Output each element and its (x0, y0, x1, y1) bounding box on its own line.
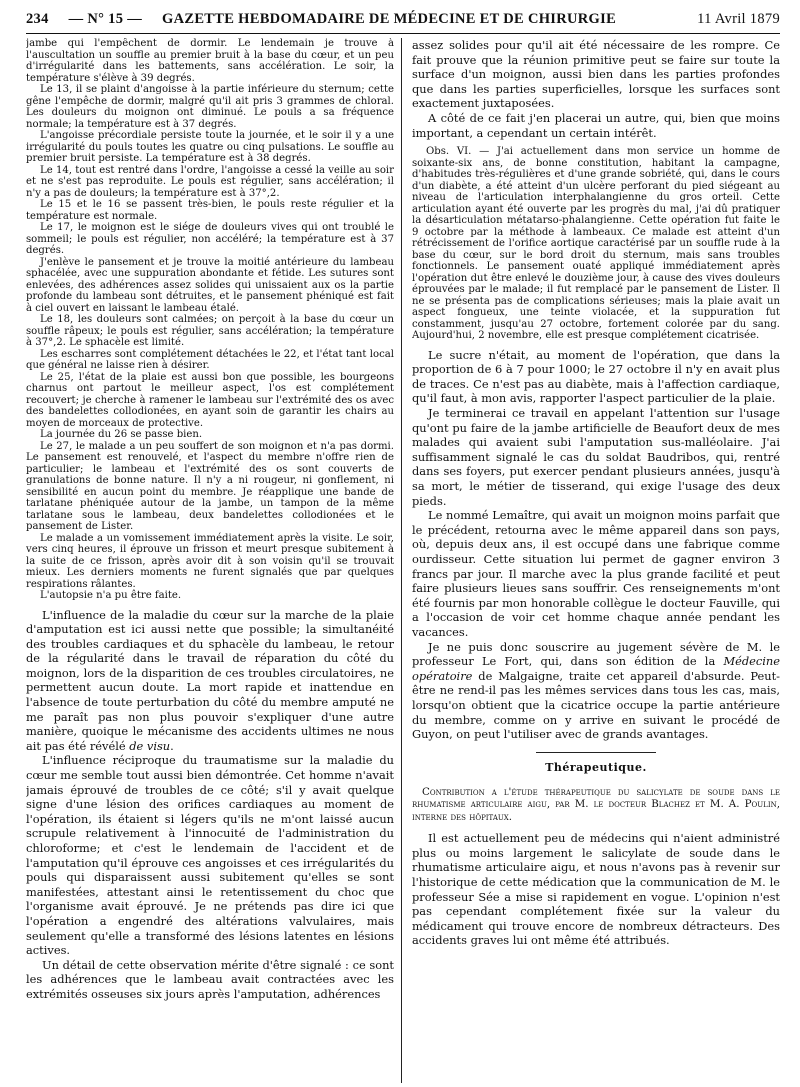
left-column (26, 38, 394, 1083)
journal-title: GAZETTE HEBDOMADAIRE DE MÉDECINE ET DE CHIRURGIE (162, 10, 617, 27)
right-column (412, 38, 780, 1083)
paragraph-text: Je ne puis donc souscrire au jugement sévère de M. le professeur Le Fort, qui, dans son édition de la (412, 639, 780, 669)
header-left (26, 11, 616, 28)
observation-paragraph: Obs. VI. — J'ai actuellement dans mon service un homme de soixante-six ans, de bonne constitution, habitant la campagne, d'habitudes très-régulières et d'une grande sobriété, qui, dans le cours d'un diabète, a été atteint d'un ulcère perforant du pied siégeant au niveau de l'articulation interphalangienne du gros orteil. Cette articulation ayant été ouverte par les progrès du mal, j'ai dû pratiquer la désarticulation métatarso-phalangienne. Cette opération fut faite le 9 octobre par la méthode à lambeaux. Ce malade est atteint d'un rétrécissement de l'orifice aortique caractérisé par un souffle rude à la base du cœur, sur le bord droit du sternum, mais sans troubles fonctionnels. Le pansement ouaté appliqué immédiatement après l'opération dut être enlevé le douzième jour, à cause des vives douleurs éprouvées par le malade; il fut remplacé par le pansement de Lister. Il ne se présenta pas de complications sérieuses; mais la plaie avait un aspect fongueux, une teinte violacée, et la suppuration fut constamment, jusqu'au 27 octobre, fortement colorée par du sang. Aujourd'hui, 2 novembre, elle est presque complétement cicatrisée. (412, 146, 780, 342)
paragraph: La journée du 26 se passe bien. (40, 429, 203, 440)
paragraph: J'enlève le pansement et je trouve la moitié antérieure du lambeau sphacélée, avec une suppuration abondante et fétide. Les sutures sont enlevées, des adhérences assez solides qui unissaient aux os la partie profonde du lambeau sont détruites, et le pansement phéniqué est fait à ciel ouvert en laissant le lambeau étalé. (26, 256, 394, 314)
emphasis: de visu (129, 738, 171, 753)
paragraph: Le 13, il se plaint d'angoisse à la partie inférieure du sternum; cette gêne l'empêche de dormir, malgré qu'il ait pris 3 grammes de chloral. Les douleurs du moignon ont diminué. Le pouls a sa fréquence normale; la température est à 37 degrés. (26, 84, 394, 130)
paragraph: jambe qui l'empêchent de dormir. Le lendemain je trouve à l'auscultation un souffle au premier bruit à la base du cœur, et un peu d'irrégularité dans les battements, sans accélération. Le soir, la température s'élève à 39 degrés. (26, 38, 394, 84)
paragraph: Le 18, les douleurs sont calmées; on perçoit à la base du cœur un souffle râpeux; le pouls est régulier, sans accélération; la température à 37°,2. Le sphacèle est limité. (26, 314, 394, 348)
paragraph (412, 640, 780, 742)
article-title: Contribution a l'étude thérapeutique du salicylate de soude dans le rhumatisme articulaire aigu, par M. le docteur Blachez et M. A. Poulin, interne des hôpitaux. (412, 785, 780, 823)
paragraph-text: L'influence de la maladie du cœur sur la marche de la plaie d'amputation est ici aussi nette que possible; la simultanéité des troubles cardiaques et du sphacèle du lambeau, le retour de la régularité dans le travail de réparation du côté du moignon, lors de la disparition de ces troubles circulatoires, ne permettent aucun doute. La mort rapide et inattendue en l'absence de toute perturbation du côté du membre amputé ne me paraît pas non plus pouvoir s'expliquer d'une autre manière, quoique le mécanisme des accidents ultimes ne nous ait pas été révélé (26, 607, 394, 753)
emphasis: Médecine opératoire (412, 654, 780, 683)
paragraph: L'influence réciproque du traumatisme sur la maladie du cœur me semble tout aussi bien démontrée. Cet homme n'avait jamais éprouvé de troubles de ce côté; s'il y avait quelque signe d'une lésion des orifices cardiaques au moment de l'opération, ils étaient si légers qu'ils ne m'ont laissé aucun scrupule relativement à l'innocuité de l'administration du chloroforme; et c'est le lendemain de l'accident et de l'amputation qu'il éprouve ces angoisses et ces irrégularités du pouls qui disparaissent aussi subitement qu'elles se sont manifestées, attestant ainsi le retentissement du choc que l'organisme avait éprouvé. Je ne prétends pas dire ici que l'opération a engendré des altérations valvulaires, mais seulement qu'elle a transformé des lésions latentes en lésions actives. (26, 753, 394, 958)
paragraph: Le 17, le moignon est le siége de douleurs vives qui ont troublé le sommeil; le pouls est régulier, non accéléré; la température est à 37 degrés. (26, 222, 394, 256)
page-header (26, 8, 780, 30)
page-number: 234 (26, 10, 49, 27)
paragraph: Le 14, tout est rentré dans l'ordre, l'angoisse a cessé la veille au soir et ne s'est pas reproduite. Le pouls est régulier, sans accélération; il n'y a pas de douleurs; la température est à 37°,2. (26, 164, 394, 199)
paragraph: Les escharres sont complétement détachées le 22, et l'état tant local que général ne laisse rien à désirer. (26, 348, 394, 371)
paragraph: Un détail de cette observation mérite d'être signalé : ce sont les adhérences que le lambeau avait contractées avec les extrémités osseuses six jours après l'amputation, adhérences (26, 957, 394, 1001)
paragraph: Le 27, le malade a un peu souffert de son moignon et n'a pas dormi. Le pansement est renouvelé, et l'aspect du membre n'offre rien de particulier; le lambeau et l'extrémité des os sont couverts de granulations de bonne nature. Il n'y a ni rougeur, ni gonflement, ni sensibilité en aucun point du membre. Je réapplique une bande de tarlatane phéniquée autour de la jambe, un tampon de la même tarlatane sous le lambeau, deux bandelettes collodionées et le pansement de Lister. (26, 440, 394, 532)
paragraph: Le malade a un vomissement immédiatement après la visite. Le soir, vers cinq heures, il éprouve un frisson et meurt presque subitement à la suite de ce frisson, après avoir dit à son voisin qu'il se trouvait mieux. Les derniers moments ne furent signalés que par quelques respirations râlantes. (26, 532, 394, 590)
paragraph-text: de Malgaigne, traite cet appareil d'absurde. Peut-être ne rend-il pas les mêmes services dans tous les cas, mais, lorsqu'on obtient que la cicatrice occupe la partie antérieure du membre, comme on y arrive en suivant le procédé de Guyon, on peut l'utiliser avec de grands avantages. (412, 668, 780, 742)
header-rule (26, 33, 780, 34)
issue-number: — N° 15 — (68, 10, 143, 27)
paragraph: Le 15 et le 16 se passent très-bien, le pouls reste régulier et la température est normale. (26, 199, 394, 222)
paragraph: Le sucre n'était, au moment de l'opération, que dans la proportion de 6 à 7 pour 1000; le 27 octobre il n'y en avait plus de traces. Ce n'est pas au diabète, mais à l'affection cardiaque, qu'il faut, à mon avis, rapporter l'aspect particulier de la plaie. (412, 347, 780, 406)
paragraph: L'angoisse précordiale persiste toute la journée, et le soir il y a une irrégularité du pouls toutes les quatre ou cinq pulsations. Le souffle au premier bruit persiste. La température est à 38 degrés. (26, 130, 394, 164)
paragraph: Le nommé Lemaître, qui avait un moignon moins parfait que le précédent, retourna avec le même appareil dans son pays, où, depuis deux ans, il est occupé dans une fabrique comme ourdisseur. Cette situation lui permet de gagner environ 3 francs par jour. Il marche avec la plus grande facilité et peut faire plusieurs lieues sans souffrir. Ces renseignements m'ont été fournis par mon honorable collègue le docteur Fauville, qui a l'occasion de voir cet homme chaque année pendant les vacances. (412, 508, 780, 639)
paragraph: A côté de ce fait j'en placerai un autre, qui, bien que moins important, a cependant un certain intérêt. (412, 110, 780, 140)
paragraph: L'autopsie n'a pu être faite. (40, 590, 182, 601)
paragraph: Le 25, l'état de la plaie est aussi bon que possible, les bourgeons charnus ont partout le meilleur aspect, l'os est complétement recouvert; je cherche à ramener le lambeau sur l'extrémité des os avec des bandelettes collodionées, en ayant soin de garantir les chairs au moyen de morceaux de protective. (26, 371, 394, 429)
paragraph: L'influence de la maladie du cœur sur la marche de la plaie d'amputation est ici aussi nette que possible; la simultanéité des troubles cardiaques et du sphacèle du lambeau, le retour de la régularité dans le travail de réparation du côté du moignon, lors de la disparition de ces troubles circulatoires, ne permettent aucun doute. La mort rapide et inattendue en l'absence de toute perturbation du côté du membre amputé ne me paraît pas non plus pouvoir s'expliquer d'une autre manière, quoique le mécanisme des accidents ultimes ne nous ait pas été révélé de visu. (26, 607, 394, 753)
section-title: Thérapeutique. (545, 760, 647, 774)
issue-date: 11 Avril 1879 (697, 10, 780, 27)
paragraph: Je terminerai ce travail en appelant l'attention sur l'usage qu'ont pu faire de la jambe artificielle de Beaufort deux de mes malades qui avaient subi l'amputation sus-malléolaire. J'ai suffisamment signalé le cas du soldat Baudribos, qui, rentré dans ses foyers, put exercer pendant plusieurs années, jusqu'à sa mort, le métier de tisserand, qui exige l'usage des deux pieds. (412, 406, 780, 508)
paragraph: assez solides pour qu'il ait été nécessaire de les rompre. Ce fait prouve que la réunion primitive peut se faire sur toute la surface d'un moignon, aussi bien dans les parties profondes que dans les parties superficielles, lorsque les surfaces sont exactement juxtaposées. (412, 38, 780, 111)
section-rule (536, 752, 656, 753)
column-separator (401, 38, 402, 1083)
paragraph: Il est actuellement peu de médecins qui n'aient administré plus ou moins largement le salicylate de soude dans le rhumatisme articulaire aigu, et nous n'avons pas à revenir sur l'historique de cette médication que la communication de M. le professeur Sée a mise si rapidement en vogue. L'opinion n'est pas cependant complétement fixée sur la valeur du médicament qui trouve encore de nombreux détracteurs. Des accidents graves lui ont même été attribués. (412, 831, 780, 948)
